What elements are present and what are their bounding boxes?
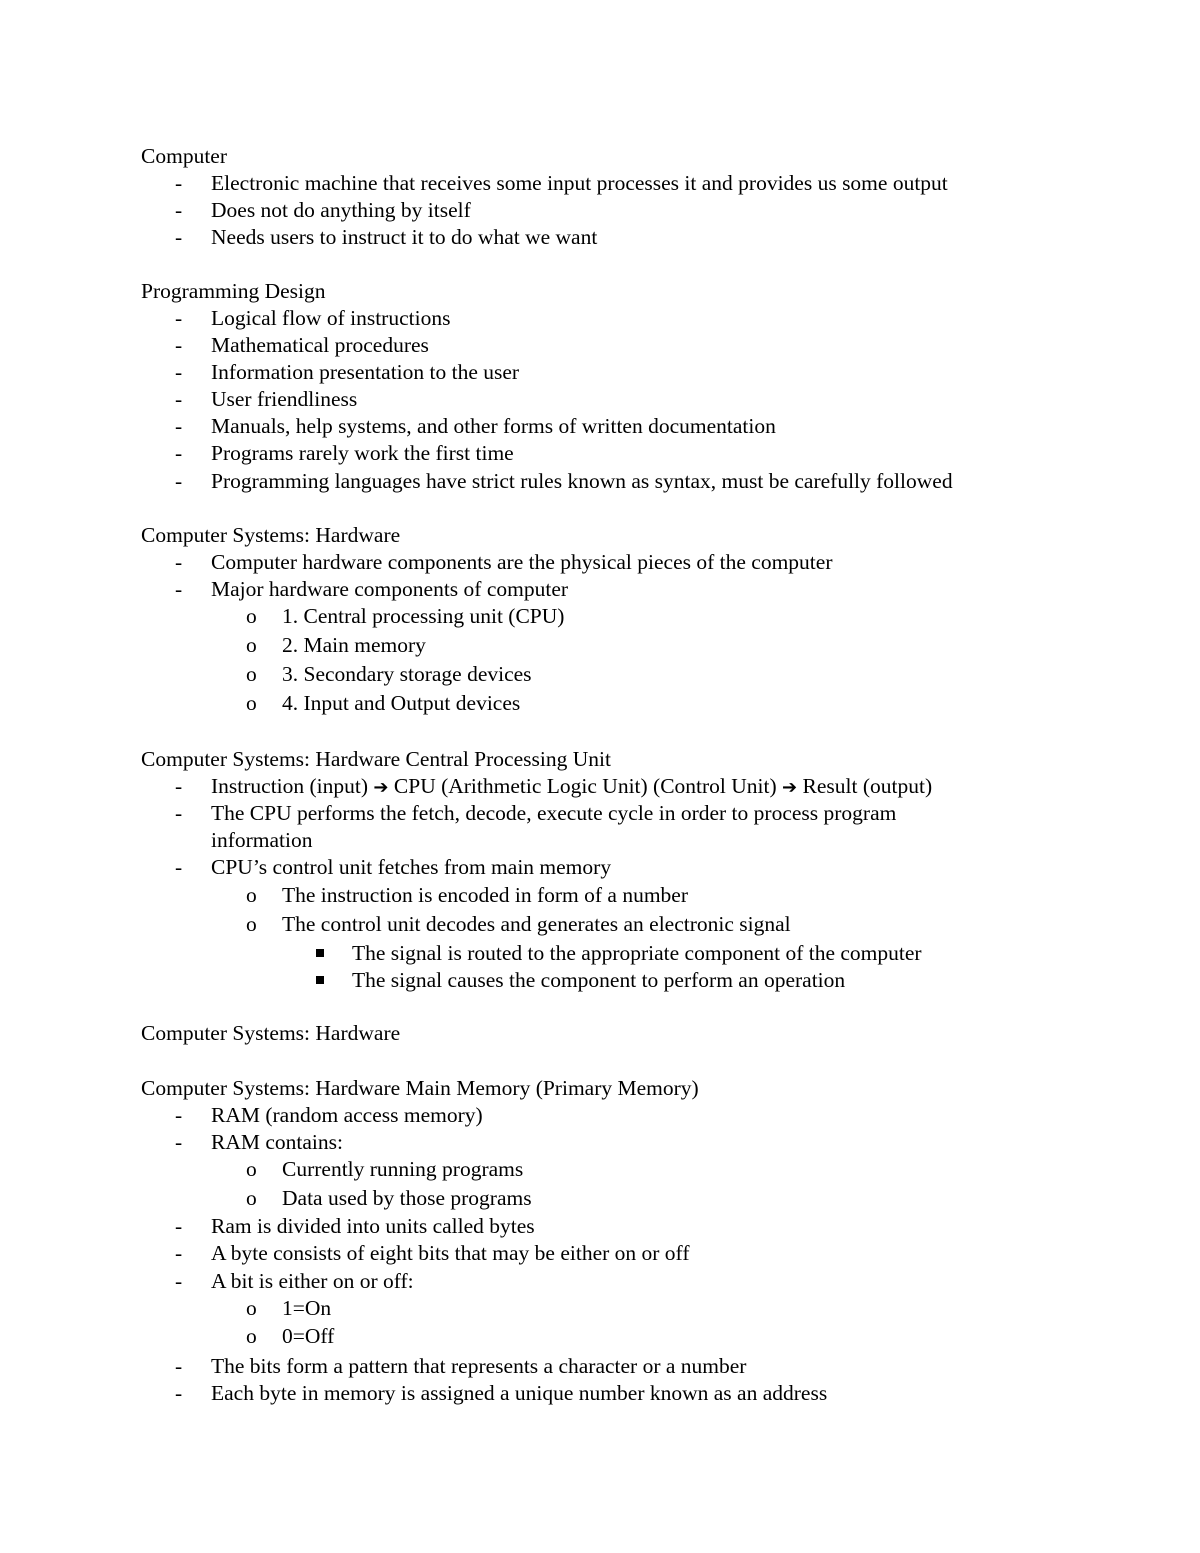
dash-bullet: - <box>175 360 183 384</box>
list-item: User friendliness <box>211 387 358 411</box>
sub-list-item: 0=Off <box>282 1324 335 1348</box>
list-item: Information presentation to the user <box>211 360 520 384</box>
dash-bullet: - <box>175 1241 183 1265</box>
dash-bullet: - <box>175 1381 183 1405</box>
list-item: Ram is divided into units called bytes <box>211 1214 535 1238</box>
sub-sub-list-item: The signal causes the component to perform an operation <box>352 968 846 992</box>
section-heading: Computer Systems: Hardware Main Memory (Primary Memory) <box>141 1076 699 1100</box>
dash-bullet: - <box>175 801 183 825</box>
list-item: Electronic machine that receives some input processes it and provides us some output <box>211 171 948 195</box>
dash-bullet: - <box>175 1214 183 1238</box>
list-item: Each byte in memory is assigned a unique number known as an address <box>211 1381 828 1405</box>
dash-bullet: - <box>175 1269 183 1293</box>
list-item: A bit is either on or off: <box>211 1269 414 1293</box>
flow-cpu: CPU (Arithmetic Logic Unit) (Control Unit) <box>393 774 777 798</box>
dash-bullet: - <box>175 441 183 465</box>
list-item: Computer hardware components are the physical pieces of the computer <box>211 550 833 574</box>
circle-bullet: o <box>246 633 257 657</box>
dash-bullet: - <box>175 333 183 357</box>
list-item: RAM (random access memory) <box>211 1103 483 1127</box>
dash-bullet: - <box>175 414 183 438</box>
list-item: Needs users to instruct it to do what we want <box>211 225 598 249</box>
sub-sub-list-item: The signal is routed to the appropriate component of the computer <box>352 941 922 965</box>
flow-output: Result (output) <box>802 774 933 798</box>
sub-list-item: Currently running programs <box>282 1157 524 1181</box>
dash-bullet: - <box>175 855 183 879</box>
section-heading: Computer Systems: Hardware <box>141 523 401 547</box>
list-item: Logical flow of instructions <box>211 306 451 330</box>
dash-bullet: - <box>175 577 183 601</box>
dash-bullet: - <box>175 387 183 411</box>
sub-list-item: The control unit decodes and generates an electronic signal <box>282 912 791 936</box>
dash-bullet: - <box>175 306 183 330</box>
circle-bullet: o <box>246 1296 257 1320</box>
list-item: Programs rarely work the first time <box>211 441 514 465</box>
section-heading: Programming Design <box>141 279 326 303</box>
list-item: Manuals, help systems, and other forms of written documentation <box>211 414 776 438</box>
circle-bullet: o <box>246 691 257 715</box>
section-heading: Computer Systems: Hardware <box>141 1021 401 1045</box>
arrow-right-icon: ➔ <box>782 777 798 798</box>
list-item: Does not do anything by itself <box>211 198 471 222</box>
list-item: The bits form a pattern that represents a character or a number <box>211 1354 747 1378</box>
sub-list-item: Data used by those programs <box>282 1186 532 1210</box>
dash-bullet: - <box>175 171 183 195</box>
list-item: Major hardware components of computer <box>211 577 569 601</box>
list-item-continuation: information <box>211 828 313 852</box>
circle-bullet: o <box>246 604 257 628</box>
sub-list-item: 4. Input and Output devices <box>282 691 521 715</box>
list-item: The CPU performs the fetch, decode, execute cycle in order to process program <box>211 801 897 825</box>
dash-bullet: - <box>175 198 183 222</box>
dash-bullet: - <box>175 550 183 574</box>
cpu-flow-line <box>211 773 932 801</box>
circle-bullet: o <box>246 883 257 907</box>
sub-list-item: 1=On <box>282 1296 332 1320</box>
section-heading: Computer <box>141 144 227 168</box>
square-bullet-icon <box>316 940 340 966</box>
circle-bullet: o <box>246 1324 257 1348</box>
sub-list-item: 2. Main memory <box>282 633 426 657</box>
list-item: RAM contains: <box>211 1130 343 1154</box>
list-item: Programming languages have strict rules known as syntax, must be carefully followed <box>211 469 953 493</box>
sub-list-item: The instruction is encoded in form of a number <box>282 883 689 907</box>
dash-bullet: - <box>175 1354 183 1378</box>
square-bullet-icon <box>316 967 340 993</box>
dash-bullet: - <box>175 225 183 249</box>
dash-bullet: - <box>175 1130 183 1154</box>
sub-list-item: 3. Secondary storage devices <box>282 662 532 686</box>
list-item: CPU’s control unit fetches from main memory <box>211 855 612 879</box>
circle-bullet: o <box>246 912 257 936</box>
dash-bullet: - <box>175 1103 183 1127</box>
arrow-right-icon: ➔ <box>373 777 389 798</box>
sub-list-item: 1. Central processing unit (CPU) <box>282 604 565 628</box>
circle-bullet: o <box>246 662 257 686</box>
circle-bullet: o <box>246 1186 257 1210</box>
flow-input: Instruction (input) <box>211 774 369 798</box>
circle-bullet: o <box>246 1157 257 1181</box>
list-item: A byte consists of eight bits that may be either on or off <box>211 1241 690 1265</box>
list-item: Mathematical procedures <box>211 333 429 357</box>
dash-bullet: - <box>175 469 183 493</box>
dash-bullet: - <box>175 774 183 798</box>
section-heading: Computer Systems: Hardware Central Processing Unit <box>141 747 611 771</box>
